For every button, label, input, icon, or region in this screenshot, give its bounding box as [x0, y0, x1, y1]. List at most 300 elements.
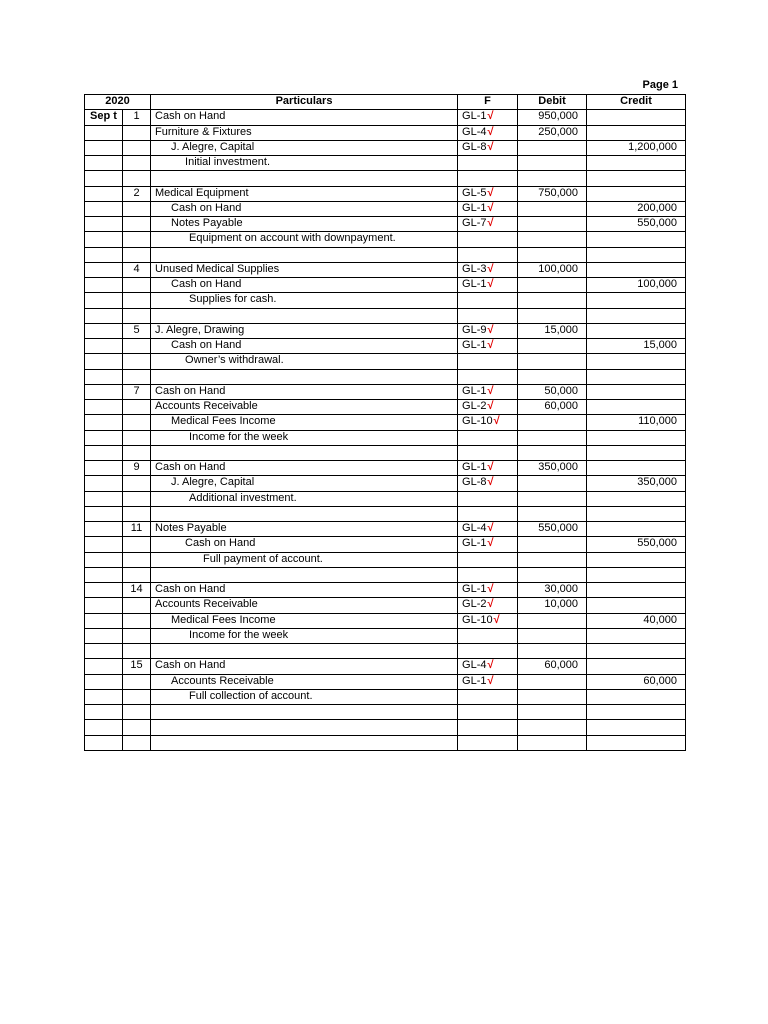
debit-cell — [518, 552, 587, 567]
credit-cell — [587, 110, 686, 125]
ledger-ref: GL-7 — [462, 217, 487, 229]
day-cell — [123, 156, 151, 171]
debit-cell — [518, 430, 587, 445]
check-mark-icon: √ — [487, 583, 494, 595]
check-mark-icon: √ — [487, 323, 494, 336]
month-cell — [85, 628, 123, 643]
particulars-cell — [151, 705, 458, 720]
check-mark-icon: √ — [487, 674, 494, 687]
month-cell — [85, 491, 123, 506]
folio-cell — [458, 628, 518, 643]
month-cell — [85, 476, 123, 491]
credit-cell: 40,000 — [587, 613, 686, 628]
particulars-cell: Income for the week — [151, 628, 458, 643]
credit-cell: 200,000 — [587, 201, 686, 216]
month-cell — [85, 201, 123, 216]
debit-cell — [518, 537, 587, 552]
month-cell — [85, 125, 123, 140]
journal-row — [85, 308, 686, 323]
debit-cell — [518, 156, 587, 171]
month-cell — [85, 232, 123, 247]
check-mark-icon: √ — [487, 125, 494, 138]
debit-cell — [518, 308, 587, 323]
check-mark-icon: √ — [487, 110, 494, 123]
credit-cell — [587, 689, 686, 704]
folio-cell — [458, 323, 518, 338]
debit-cell — [518, 476, 587, 491]
particulars-cell: Accounts Receivable — [151, 400, 458, 415]
journal-row — [85, 674, 686, 689]
debit-cell — [518, 735, 587, 750]
month-cell — [85, 186, 123, 201]
month-cell — [85, 140, 123, 155]
journal-row — [85, 110, 686, 125]
journal-row — [85, 430, 686, 445]
folio-cell — [458, 156, 518, 171]
month-cell — [85, 308, 123, 323]
credit-cell — [587, 171, 686, 186]
month-cell — [85, 537, 123, 552]
month-cell — [85, 262, 123, 277]
journal-row — [85, 689, 686, 704]
month-cell: Sep t — [85, 110, 123, 125]
journal-row — [85, 339, 686, 354]
check-mark-icon: √ — [487, 217, 494, 229]
month-cell — [85, 171, 123, 186]
ledger-ref: GL-8 — [462, 140, 487, 153]
debit-cell: 10,000 — [518, 598, 587, 613]
journal-row — [85, 659, 686, 674]
month-cell — [85, 323, 123, 338]
folio-cell — [458, 689, 518, 704]
credit-cell — [587, 293, 686, 308]
particulars-cell — [151, 720, 458, 735]
folio-cell — [458, 567, 518, 582]
debit-cell — [518, 628, 587, 643]
month-cell — [85, 705, 123, 720]
ledger-ref: GL-5 — [462, 186, 487, 199]
folio-cell — [458, 552, 518, 567]
folio-cell — [458, 110, 518, 125]
folio-cell — [458, 308, 518, 323]
particulars-cell: Unused Medical Supplies — [151, 262, 458, 277]
check-mark-icon: √ — [487, 659, 494, 672]
particulars-cell: Initial investment. — [151, 156, 458, 171]
day-cell — [123, 598, 151, 613]
journal-row — [85, 491, 686, 506]
debit-cell — [518, 506, 587, 521]
folio-cell — [458, 400, 518, 415]
folio-cell — [458, 186, 518, 201]
day-cell — [123, 674, 151, 689]
folio-cell — [458, 278, 518, 293]
particulars-cell: Notes Payable — [151, 217, 458, 232]
journal-row — [85, 583, 686, 598]
debit-cell: 50,000 — [518, 384, 587, 399]
month-cell — [85, 506, 123, 521]
folio-cell — [458, 598, 518, 613]
month-cell — [85, 354, 123, 369]
month-cell — [85, 247, 123, 262]
day-cell — [123, 537, 151, 552]
particulars-cell: Cash on Hand — [151, 339, 458, 354]
day-cell: 2 — [123, 186, 151, 201]
credit-cell — [587, 186, 686, 201]
folio-cell — [458, 430, 518, 445]
journal-row — [85, 735, 686, 750]
particulars-cell: Furniture & Fixtures — [151, 125, 458, 140]
journal-row — [85, 613, 686, 628]
folio-cell — [458, 125, 518, 140]
particulars-cell: Cash on Hand — [151, 461, 458, 476]
folio-cell — [458, 369, 518, 384]
folio-header: F — [458, 95, 518, 110]
journal-row — [85, 232, 686, 247]
month-cell — [85, 430, 123, 445]
credit-cell — [587, 461, 686, 476]
ledger-ref: GL-4 — [462, 522, 487, 534]
credit-cell: 1,200,000 — [587, 140, 686, 155]
folio-cell — [458, 445, 518, 460]
month-cell — [85, 674, 123, 689]
day-cell — [123, 430, 151, 445]
particulars-cell: Accounts Receivable — [151, 598, 458, 613]
folio-cell — [458, 201, 518, 216]
credit-cell — [587, 445, 686, 460]
debit-cell — [518, 140, 587, 155]
ledger-ref: GL-1 — [462, 674, 487, 687]
day-cell — [123, 247, 151, 262]
month-cell — [85, 400, 123, 415]
day-cell: 14 — [123, 583, 151, 598]
folio-cell — [458, 735, 518, 750]
ledger-ref: GL-1 — [462, 339, 487, 351]
day-cell — [123, 125, 151, 140]
journal-row — [85, 415, 686, 430]
journal-row — [85, 384, 686, 399]
month-cell — [85, 567, 123, 582]
day-cell — [123, 232, 151, 247]
particulars-cell: Income for the week — [151, 430, 458, 445]
month-cell — [85, 552, 123, 567]
month-cell — [85, 659, 123, 674]
year-header: 2020 — [85, 95, 151, 110]
particulars-cell — [151, 735, 458, 750]
particulars-cell — [151, 247, 458, 262]
particulars-cell: J. Alegre, Capital — [151, 140, 458, 155]
debit-cell — [518, 613, 587, 628]
check-mark-icon: √ — [487, 278, 494, 290]
credit-cell — [587, 369, 686, 384]
day-cell — [123, 705, 151, 720]
debit-cell — [518, 247, 587, 262]
journal-row — [85, 278, 686, 293]
journal-row — [85, 720, 686, 735]
check-mark-icon: √ — [487, 201, 494, 214]
credit-cell: 60,000 — [587, 674, 686, 689]
check-mark-icon: √ — [487, 262, 494, 275]
folio-cell — [458, 476, 518, 491]
month-cell — [85, 217, 123, 232]
day-cell — [123, 354, 151, 369]
day-cell — [123, 476, 151, 491]
journal-row — [85, 156, 686, 171]
particulars-cell: Notes Payable — [151, 522, 458, 537]
particulars-cell — [151, 567, 458, 582]
credit-cell — [587, 491, 686, 506]
day-cell — [123, 491, 151, 506]
folio-cell — [458, 171, 518, 186]
credit-cell — [587, 156, 686, 171]
credit-cell — [587, 430, 686, 445]
month-cell — [85, 720, 123, 735]
check-mark-icon: √ — [493, 613, 500, 626]
month-cell — [85, 369, 123, 384]
debit-cell — [518, 232, 587, 247]
journal-row — [85, 217, 686, 232]
journal-row — [85, 628, 686, 643]
day-cell — [123, 415, 151, 430]
journal-row — [85, 369, 686, 384]
ledger-ref: GL-2 — [462, 598, 487, 611]
debit-cell — [518, 217, 587, 232]
folio-cell — [458, 583, 518, 598]
check-mark-icon: √ — [487, 461, 494, 473]
ledger-ref: GL-1 — [462, 461, 487, 473]
day-cell — [123, 720, 151, 735]
month-cell — [85, 644, 123, 659]
ledger-ref: GL-1 — [462, 201, 487, 214]
folio-cell — [458, 461, 518, 476]
folio-cell — [458, 293, 518, 308]
journal-row — [85, 522, 686, 537]
debit-cell: 60,000 — [518, 659, 587, 674]
journal-row — [85, 506, 686, 521]
ledger-ref: GL-10 — [462, 415, 493, 428]
debit-cell — [518, 201, 587, 216]
particulars-cell: Full collection of account. — [151, 689, 458, 704]
folio-cell — [458, 674, 518, 689]
debit-cell — [518, 415, 587, 430]
credit-cell — [587, 323, 686, 338]
credit-cell: 550,000 — [587, 217, 686, 232]
month-cell — [85, 384, 123, 399]
ledger-ref: GL-1 — [462, 278, 487, 290]
check-mark-icon: √ — [487, 186, 494, 199]
day-cell: 11 — [123, 522, 151, 537]
journal-row — [85, 323, 686, 338]
check-mark-icon: √ — [487, 339, 494, 351]
day-cell — [123, 140, 151, 155]
day-cell — [123, 689, 151, 704]
ledger-ref: GL-1 — [462, 537, 487, 550]
folio-cell — [458, 659, 518, 674]
particulars-cell: Medical Equipment — [151, 186, 458, 201]
month-cell — [85, 156, 123, 171]
folio-cell — [458, 522, 518, 537]
day-cell — [123, 217, 151, 232]
journal-row — [85, 354, 686, 369]
debit-cell — [518, 674, 587, 689]
credit-cell — [587, 583, 686, 598]
particulars-cell: Equipment on account with downpayment. — [151, 232, 458, 247]
particulars-cell — [151, 644, 458, 659]
day-cell — [123, 567, 151, 582]
month-cell — [85, 445, 123, 460]
day-cell — [123, 278, 151, 293]
day-cell: 5 — [123, 323, 151, 338]
journal-row — [85, 552, 686, 567]
journal-row — [85, 186, 686, 201]
journal-row — [85, 461, 686, 476]
header-row — [85, 95, 686, 110]
debit-cell: 250,000 — [518, 125, 587, 140]
particulars-cell — [151, 445, 458, 460]
debit-cell — [518, 720, 587, 735]
journal-row — [85, 400, 686, 415]
particulars-cell: J. Alegre, Drawing — [151, 323, 458, 338]
credit-cell — [587, 125, 686, 140]
ledger-ref: GL-2 — [462, 400, 487, 412]
ledger-ref: GL-1 — [462, 110, 487, 123]
debit-cell: 950,000 — [518, 110, 587, 125]
month-cell — [85, 689, 123, 704]
day-cell — [123, 552, 151, 567]
page-number: Page 1 — [642, 79, 678, 91]
month-cell — [85, 613, 123, 628]
debit-cell — [518, 445, 587, 460]
journal-entries — [85, 110, 686, 751]
credit-cell — [587, 354, 686, 369]
day-cell: 9 — [123, 461, 151, 476]
month-cell — [85, 583, 123, 598]
folio-cell — [458, 384, 518, 399]
month-cell — [85, 522, 123, 537]
ledger-ref: GL-10 — [462, 613, 493, 626]
debit-header: Debit — [518, 95, 587, 110]
debit-cell — [518, 689, 587, 704]
check-mark-icon: √ — [487, 522, 494, 534]
day-cell — [123, 171, 151, 186]
particulars-cell: Cash on Hand — [151, 278, 458, 293]
debit-cell — [518, 491, 587, 506]
credit-cell — [587, 308, 686, 323]
journal-row — [85, 598, 686, 613]
journal-row — [85, 247, 686, 262]
particulars-cell: Cash on Hand — [151, 201, 458, 216]
journal-row — [85, 537, 686, 552]
check-mark-icon: √ — [487, 400, 494, 412]
folio-cell — [458, 140, 518, 155]
debit-cell: 350,000 — [518, 461, 587, 476]
particulars-cell — [151, 369, 458, 384]
folio-cell — [458, 247, 518, 262]
particulars-cell: Additional investment. — [151, 491, 458, 506]
debit-cell — [518, 293, 587, 308]
ledger-ref: GL-1 — [462, 583, 487, 595]
credit-cell — [587, 262, 686, 277]
journal-row — [85, 125, 686, 140]
folio-cell — [458, 491, 518, 506]
credit-cell — [587, 384, 686, 399]
journal-row — [85, 705, 686, 720]
day-cell — [123, 293, 151, 308]
particulars-cell: Cash on Hand — [151, 384, 458, 399]
debit-cell — [518, 705, 587, 720]
folio-cell — [458, 506, 518, 521]
folio-cell — [458, 354, 518, 369]
particulars-cell — [151, 171, 458, 186]
particulars-cell: Full payment of account. — [151, 552, 458, 567]
particulars-cell: Medical Fees Income — [151, 415, 458, 430]
debit-cell: 30,000 — [518, 583, 587, 598]
month-cell — [85, 461, 123, 476]
month-cell — [85, 735, 123, 750]
credit-header: Credit — [587, 95, 686, 110]
credit-cell — [587, 522, 686, 537]
month-cell — [85, 293, 123, 308]
journal-row — [85, 445, 686, 460]
folio-cell — [458, 339, 518, 354]
general-journal-table — [84, 94, 686, 751]
check-mark-icon: √ — [487, 598, 494, 611]
journal-row — [85, 476, 686, 491]
day-cell: 4 — [123, 262, 151, 277]
day-cell: 15 — [123, 659, 151, 674]
day-cell — [123, 506, 151, 521]
check-mark-icon: √ — [487, 537, 494, 550]
folio-cell — [458, 705, 518, 720]
credit-cell — [587, 506, 686, 521]
particulars-header: Particulars — [151, 95, 458, 110]
day-cell — [123, 628, 151, 643]
month-cell — [85, 415, 123, 430]
folio-cell — [458, 217, 518, 232]
debit-cell: 100,000 — [518, 262, 587, 277]
credit-cell — [587, 400, 686, 415]
credit-cell — [587, 598, 686, 613]
particulars-cell: Cash on Hand — [151, 537, 458, 552]
credit-cell — [587, 232, 686, 247]
day-cell: 1 — [123, 110, 151, 125]
month-cell — [85, 339, 123, 354]
journal-row — [85, 293, 686, 308]
credit-cell: 15,000 — [587, 339, 686, 354]
credit-cell — [587, 644, 686, 659]
particulars-cell: Owner’s withdrawal. — [151, 354, 458, 369]
debit-cell — [518, 644, 587, 659]
day-cell — [123, 369, 151, 384]
particulars-cell: J. Alegre, Capital — [151, 476, 458, 491]
ledger-ref: GL-1 — [462, 384, 487, 397]
particulars-cell: Supplies for cash. — [151, 293, 458, 308]
journal-row — [85, 567, 686, 582]
check-mark-icon: √ — [487, 384, 494, 397]
day-cell — [123, 445, 151, 460]
credit-cell — [587, 552, 686, 567]
folio-cell — [458, 232, 518, 247]
particulars-cell — [151, 506, 458, 521]
credit-cell — [587, 628, 686, 643]
folio-cell — [458, 644, 518, 659]
particulars-cell — [151, 308, 458, 323]
credit-cell — [587, 705, 686, 720]
folio-cell — [458, 262, 518, 277]
folio-cell — [458, 720, 518, 735]
debit-cell: 15,000 — [518, 323, 587, 338]
credit-cell — [587, 567, 686, 582]
day-cell — [123, 201, 151, 216]
